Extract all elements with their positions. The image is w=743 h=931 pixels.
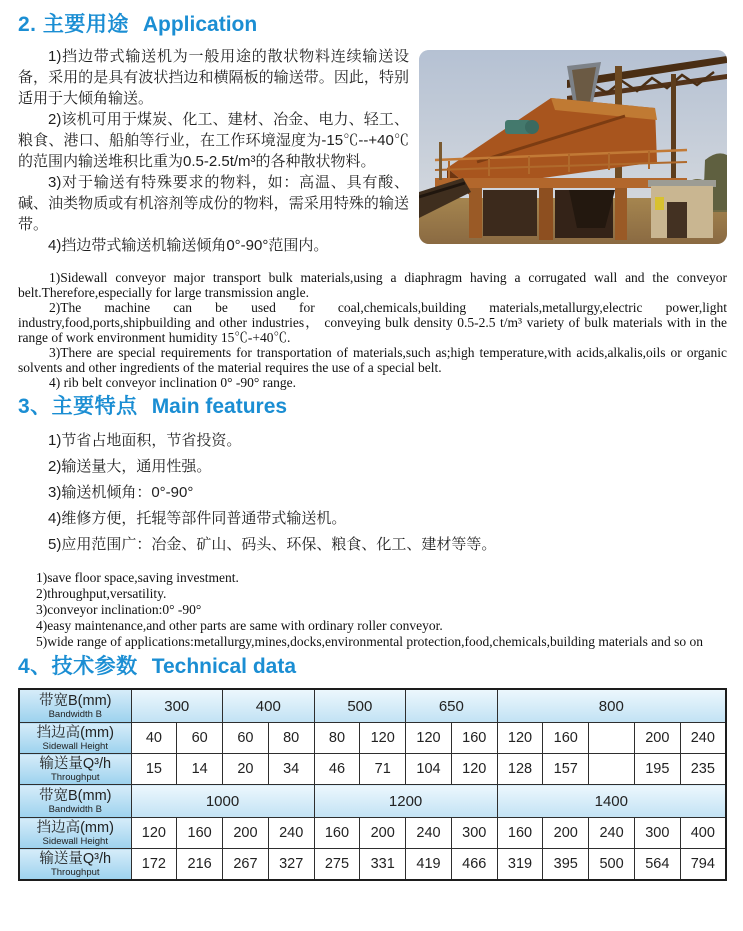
row-label-throughput-zh: 输送量Q³/h (39, 850, 112, 867)
table-cell: 160 (314, 818, 360, 849)
feature-cn-2: 2)输送量大，通用性强。 (48, 458, 212, 475)
table-cell: 46 (314, 754, 360, 785)
application-cn-paragraph-2: 2)该机可用于煤炭、化工、建材、冶金、电力、轻工、粮食、港口、船舶等行业，在工作环境湿度为-15℃--+40℃的范围内输送堆积比重为0.5-2.5t/m³的各种散状物料。 (18, 111, 409, 170)
row-label-throughput-zh: 输送量Q³/h (39, 755, 112, 772)
table-cell: 120 (497, 723, 543, 754)
table-cell: 216 (177, 849, 223, 881)
table-cell: 160 (497, 818, 543, 849)
table-cell: 104 (406, 754, 452, 785)
table-cell: 240 (680, 723, 726, 754)
row-label-throughput-en: Throughput (50, 771, 100, 783)
table-cell: 157 (543, 754, 589, 785)
application-cn-paragraph-1: 1)挡边带式输送机为一般用途的散状物料连续输送设备，采用的是具有波状挡边和横隔板的输送带。因此，特别适用于大倾角输送。 (18, 48, 409, 107)
feature-cn-5: 5)应用范围广：冶金、矿山、码头、环保、粮食、化工、建材等等。 (48, 536, 497, 553)
table-cell: 419 (406, 849, 452, 881)
table-cell: 128 (497, 754, 543, 785)
row-label-sidewall-zh: 挡边高(mm) (36, 724, 114, 741)
application-en-paragraph-3: 3)There are special requirements for transportation of materials,such as;high temperature,with acids,alkalis,oils or organic solvents and other ingredients of the material requires the use of a special belt. (18, 345, 727, 375)
table-row-sidewall-lower (19, 818, 726, 849)
equipment-photo (419, 50, 727, 244)
table-cell-empty (589, 754, 635, 785)
table-cell: 71 (360, 754, 406, 785)
application-en-block (18, 270, 727, 390)
bandwidth-group-cell: 300 (131, 689, 223, 723)
table-cell: 235 (680, 754, 726, 785)
application-en-paragraph-1: 1)Sidewall conveyor major transport bulk materials,using a diaphragm having a corrugated wall and the conveyor belt.Therefore,especially for large transmission angle. (18, 270, 727, 300)
row-label-bandwidth-en: Bandwidth B (48, 803, 102, 815)
row-label-sidewall-en: Sidewall Height (42, 835, 108, 847)
table-cell: 300 (451, 818, 497, 849)
application-cn-block (18, 46, 727, 256)
table-cell: 466 (451, 849, 497, 881)
table-cell: 120 (451, 754, 497, 785)
feature-en-2: 2)throughput,versatility. (36, 586, 167, 601)
table-cell: 275 (314, 849, 360, 881)
application-en-paragraph-2: 2)The machine can be used for coal,chemicals,building materials,metallurgy,electric power,light industry,food,ports,shipbuilding and other industries， conveying bulk density 0.5-2.5 t/m³ variety of bulk materials with in the range of work environment humidity 15℃-+40℃. (18, 300, 727, 345)
feature-en-1: 1)save floor space,saving investment. (36, 570, 239, 585)
section2-heading (18, 8, 727, 38)
section2-heading-en: Application (142, 13, 258, 36)
table-cell: 60 (177, 723, 223, 754)
table-row-bandwidth-lower (19, 785, 726, 818)
table-cell: 80 (314, 723, 360, 754)
table-cell: 319 (497, 849, 543, 881)
technical-data-table (18, 688, 727, 881)
table-row-throughput-upper (19, 754, 726, 785)
section3-heading-zh: 3、主要特点 (18, 395, 138, 418)
application-en-paragraph-4: 4) rib belt conveyor inclination 0° -90° range. (49, 375, 297, 390)
row-label-bandwidth (19, 785, 131, 818)
table-cell: 331 (360, 849, 406, 881)
table-cell: 240 (268, 818, 314, 849)
section3-heading (18, 390, 727, 420)
table-cell: 267 (223, 849, 269, 881)
table-cell: 500 (589, 849, 635, 881)
bandwidth-group-cell: 500 (314, 689, 406, 723)
table-cell: 195 (634, 754, 680, 785)
table-cell: 40 (131, 723, 177, 754)
table-cell: 14 (177, 754, 223, 785)
section4-heading-en: Technical data (151, 655, 297, 678)
table-cell: 240 (589, 818, 635, 849)
table-cell: 120 (360, 723, 406, 754)
table-cell: 160 (451, 723, 497, 754)
bandwidth-group-cell: 1200 (314, 785, 497, 818)
table-cell: 120 (406, 723, 452, 754)
row-label-throughput-en: Throughput (50, 866, 100, 878)
bandwidth-group-cell: 400 (223, 689, 315, 723)
table-cell: 120 (131, 818, 177, 849)
table-cell: 160 (177, 818, 223, 849)
table-row-sidewall-upper (19, 723, 726, 754)
bandwidth-group-cell: 650 (406, 689, 498, 723)
feature-en-4: 4)easy maintenance,and other parts are same with ordinary roller conveyor. (36, 618, 443, 633)
conveyor-photo-illustration (419, 50, 727, 244)
section4-heading-zh: 4、技术参数 (18, 655, 138, 678)
application-cn-paragraph-3: 3)对于输送有特殊要求的物料，如：高温、具有酸、碱、油类物质或有机溶剂等成份的物料，需采用特殊的输送带。 (18, 174, 409, 233)
table-cell: 15 (131, 754, 177, 785)
table-cell: 160 (543, 723, 589, 754)
table-cell: 200 (223, 818, 269, 849)
table-cell: 300 (634, 818, 680, 849)
table-cell-empty (589, 723, 635, 754)
table-cell: 564 (634, 849, 680, 881)
bandwidth-group-cell: 1400 (497, 785, 726, 818)
feature-cn-4: 4)维修方便，托辊等部件同普通带式输送机。 (48, 510, 347, 527)
features-cn-list (18, 428, 727, 558)
row-label-sidewall-en: Sidewall Height (42, 740, 108, 752)
section4-heading (18, 650, 727, 680)
bandwidth-group-cell: 800 (497, 689, 726, 723)
table-cell: 200 (543, 818, 589, 849)
section2-heading-zh: 2. 主要用途 (18, 13, 129, 36)
row-label-sidewall-zh: 挡边高(mm) (36, 819, 114, 836)
row-label-bandwidth (19, 689, 131, 723)
row-label-bandwidth-zh: 带宽B(mm) (39, 692, 112, 709)
table-row-bandwidth-upper (19, 689, 726, 723)
row-label-sidewall (19, 818, 131, 849)
feature-cn-3: 3)输送机倾角：0°-90° (48, 484, 194, 501)
table-cell: 327 (268, 849, 314, 881)
row-label-bandwidth-en: Bandwidth B (48, 708, 102, 720)
table-cell: 200 (634, 723, 680, 754)
row-label-throughput (19, 849, 131, 881)
feature-cn-1: 1)节省占地面积，节省投资。 (48, 432, 242, 449)
features-en-list (18, 570, 727, 650)
table-row-throughput-lower (19, 849, 726, 881)
table-cell: 240 (406, 818, 452, 849)
section3-heading-en: Main features (151, 395, 288, 418)
table-cell: 395 (543, 849, 589, 881)
table-cell: 60 (223, 723, 269, 754)
table-cell: 400 (680, 818, 726, 849)
bandwidth-group-cell: 1000 (131, 785, 314, 818)
row-label-bandwidth-zh: 带宽B(mm) (39, 787, 112, 804)
feature-en-3: 3)conveyor inclination:0° -90° (36, 602, 202, 617)
table-cell: 20 (223, 754, 269, 785)
row-label-throughput (19, 754, 131, 785)
feature-en-5: 5)wide range of applications:metallurgy,mines,docks,environmental protection,food,chemicals,building materials and so on (36, 634, 703, 649)
row-label-sidewall (19, 723, 131, 754)
table-cell: 794 (680, 849, 726, 881)
table-cell: 172 (131, 849, 177, 881)
table-cell: 80 (268, 723, 314, 754)
table-cell: 34 (268, 754, 314, 785)
application-cn-paragraph-4: 4)挡边带式输送机输送倾角0°-90°范围内。 (48, 237, 329, 254)
table-cell: 200 (360, 818, 406, 849)
